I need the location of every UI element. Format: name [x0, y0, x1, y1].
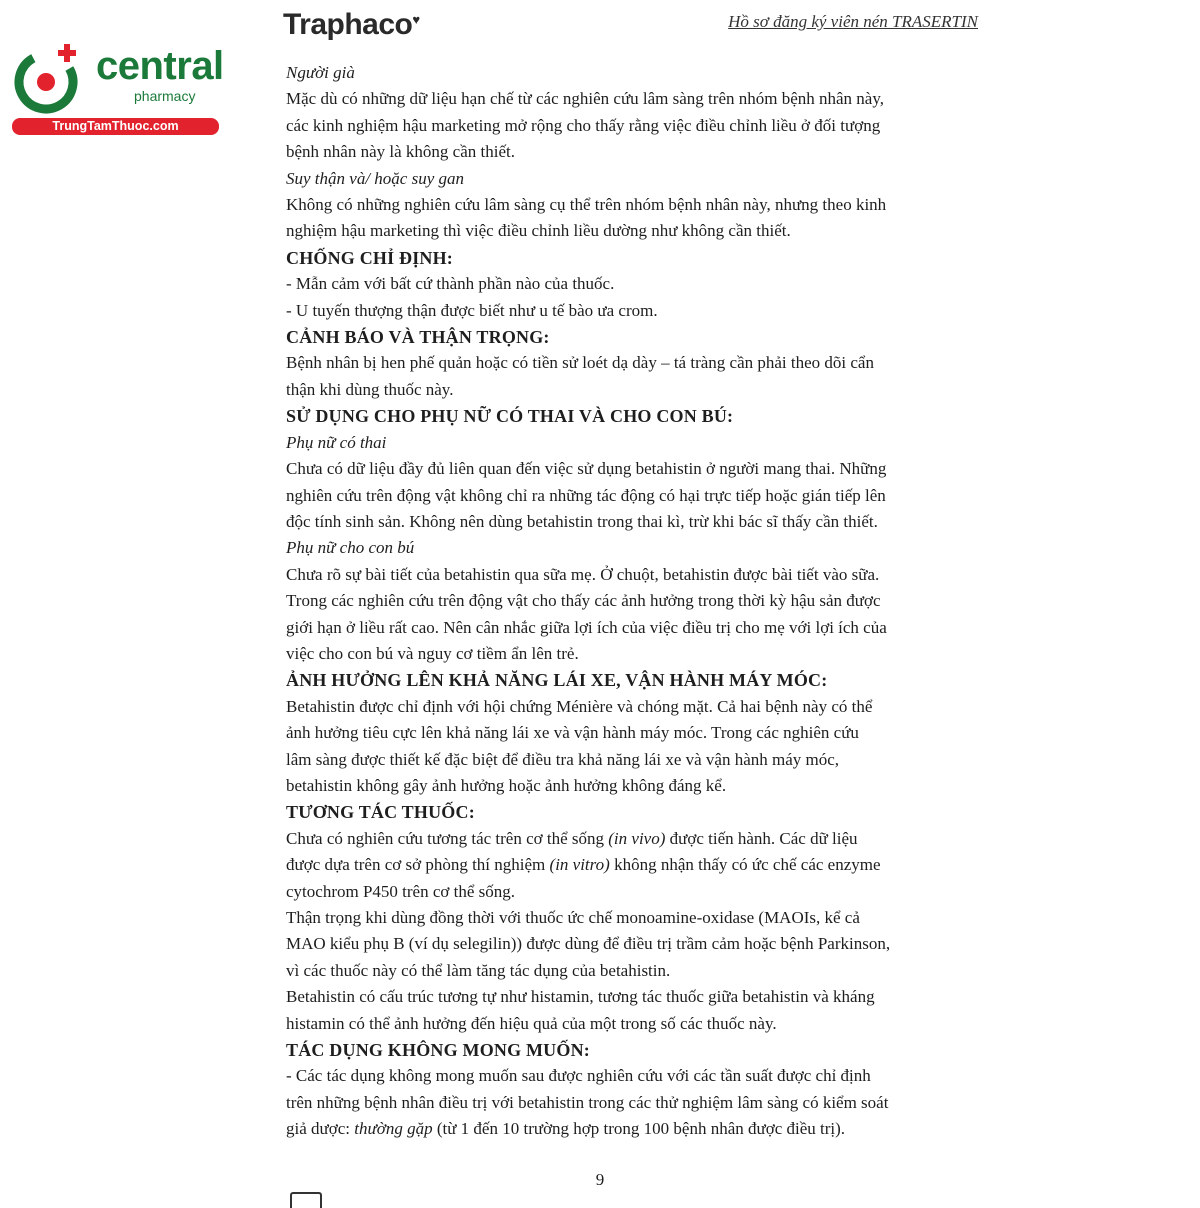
body-line: Chưa có dữ liệu đầy đủ liên quan đến việc sử dụng betahistin ở người mang thai. Những	[286, 459, 887, 479]
body-line: histamin có thể ảnh hưởng đến hiệu quả của một trong số các thuốc này.	[286, 1013, 777, 1033]
body-line: lâm sàng được thiết kế đặc biệt để điều tra khả năng lái xe và vận hành máy móc,	[286, 749, 840, 769]
body-line: thận khi dùng thuốc này.	[286, 379, 454, 399]
subsection-title: Phụ nữ có thai	[286, 432, 387, 452]
body-line: betahistin không gây ảnh hưởng hoặc ảnh hưởng không đáng kể.	[286, 775, 727, 795]
body-line: Thận trọng khi dùng đồng thời với thuốc ức chế monoamine-oxidase (MAOIs, kể cả	[286, 908, 860, 927]
logo-brand-text: central	[96, 44, 224, 88]
brand-mark-icon: ♥	[412, 12, 420, 27]
body-line: - Các tác dụng không mong muốn sau được nghiên cứu với các tần suất được chỉ định	[286, 1066, 871, 1086]
body-line: các kinh nghiệm hậu marketing mở rộng cho thấy rằng việc điều chỉnh liều ở đối tượng	[286, 115, 881, 135]
subsection-title: Suy thận và/ hoặc suy gan	[286, 168, 464, 188]
document-title: Hồ sơ đăng ký viên nén TRASERTIN	[728, 12, 978, 31]
subsection-title: Phụ nữ cho con bú	[286, 538, 415, 558]
body-line: Không có những nghiên cứu lâm sàng cụ thể trên nhóm bệnh nhân này, nhưng theo kinh	[286, 195, 887, 215]
body-line: cytochrom P450 trên cơ thể sống.	[286, 881, 516, 901]
document-body	[286, 60, 983, 1143]
logo-url: TrungTamThuoc.com	[12, 118, 219, 135]
body-line: vì các thuốc này có thể làm tăng tác dụng của betahistin.	[286, 960, 671, 980]
central-pharmacy-logo-icon	[10, 38, 90, 118]
body-line: Bệnh nhân bị hen phế quản hoặc có tiền sử loét dạ dày – tá tràng cần phải theo dõi cẩn	[286, 353, 874, 373]
body-line: Mặc dù có những dữ liệu hạn chế từ các nghiên cứu lâm sàng trên nhóm bệnh nhân này,	[286, 89, 884, 109]
body-line: Chưa rõ sự bài tiết của betahistin qua sữa mẹ. Ở chuột, betahistin được bài tiết vào sữa.	[286, 564, 880, 584]
section-heading: SỬ DỤNG CHO PHỤ NỮ CÓ THAI VÀ CHO CON BÚ:	[286, 406, 734, 427]
logo-sub-text: pharmacy	[134, 88, 196, 104]
central-pharmacy-logo	[10, 38, 224, 138]
page-number: 9	[595, 1170, 605, 1189]
section-heading: CHỐNG CHỈ ĐỊNH:	[286, 247, 454, 268]
corner-mark	[290, 1192, 322, 1208]
body-line: Betahistin được chỉ định với hội chứng Ménière và chóng mặt. Cả hai bệnh này có thể	[286, 696, 873, 716]
body-line: Betahistin có cấu trúc tương tự như histamin, tương tác thuốc giữa betahistin và kháng	[286, 987, 875, 1007]
brand-text: Traphaco	[283, 8, 413, 41]
body-line: độc tính sinh sản. Không nên dùng betahistin trong thai kì, trừ khi bác sĩ thấy cần thiết.	[286, 511, 878, 531]
body-line: MAO kiểu phụ B (ví dụ selegilin)) được dùng để điều trị trầm cảm hoặc bệnh Parkinson,	[286, 934, 891, 954]
body-line: ảnh hưởng tiêu cực lên khả năng lái xe và vận hành máy móc. Trong các nghiên cứu	[286, 723, 859, 743]
body-line: trên những bệnh nhân điều trị với betahistin trong các thử nghiệm lâm sàng có kiểm soát	[286, 1092, 889, 1112]
body-line: giới hạn ở liều rất cao. Nên cân nhắc giữa lợi ích của việc điều trị cho mẹ với lợi ích của	[286, 617, 887, 637]
body-line: nghiên cứu trên động vật không chỉ ra những tác động có hại trực tiếp hoặc gián tiếp lên	[286, 485, 886, 505]
section-heading: TÁC DỤNG KHÔNG MONG MUỐN:	[286, 1040, 590, 1061]
section-heading: TƯƠNG TÁC THUỐC:	[286, 802, 475, 823]
subsection-title: Người già	[286, 63, 355, 82]
body-line: - Mẫn cảm với bất cứ thành phần nào của thuốc.	[286, 274, 615, 294]
body-line: việc cho con bú và nguy cơ tiềm ẩn lên trẻ.	[286, 643, 579, 663]
section-heading: CẢNH BÁO VÀ THẬN TRỌNG:	[286, 327, 550, 348]
body-line: - U tuyến thượng thận được biết như u tế bào ưa crom.	[286, 300, 658, 320]
body-line: Chưa có nghiên cứu tương tác trên cơ thể sống (in vivo) được tiến hành. Các dữ liệu	[286, 828, 858, 848]
body-line: được dựa trên cơ sở phòng thí nghiệm (in vitro) không nhận thấy có ức chế các enzyme	[286, 855, 881, 875]
traphaco-brand	[283, 8, 420, 42]
body-line: nghiệm hậu marketing thì việc điều chỉnh liều dường như không cần thiết.	[286, 221, 791, 241]
section-heading: ẢNH HƯỞNG LÊN KHẢ NĂNG LÁI XE, VẬN HÀNH MÁY MÓC:	[286, 670, 828, 691]
body-line: bệnh nhân này là không cần thiết.	[286, 142, 515, 162]
body-line: giả dược: thường gặp (từ 1 đến 10 trường hợp trong 100 bệnh nhân được điều trị).	[286, 1119, 846, 1139]
body-line: Trong các nghiên cứu trên động vật cho thấy các ảnh hưởng trong thời kỳ hậu sản được	[286, 591, 881, 611]
